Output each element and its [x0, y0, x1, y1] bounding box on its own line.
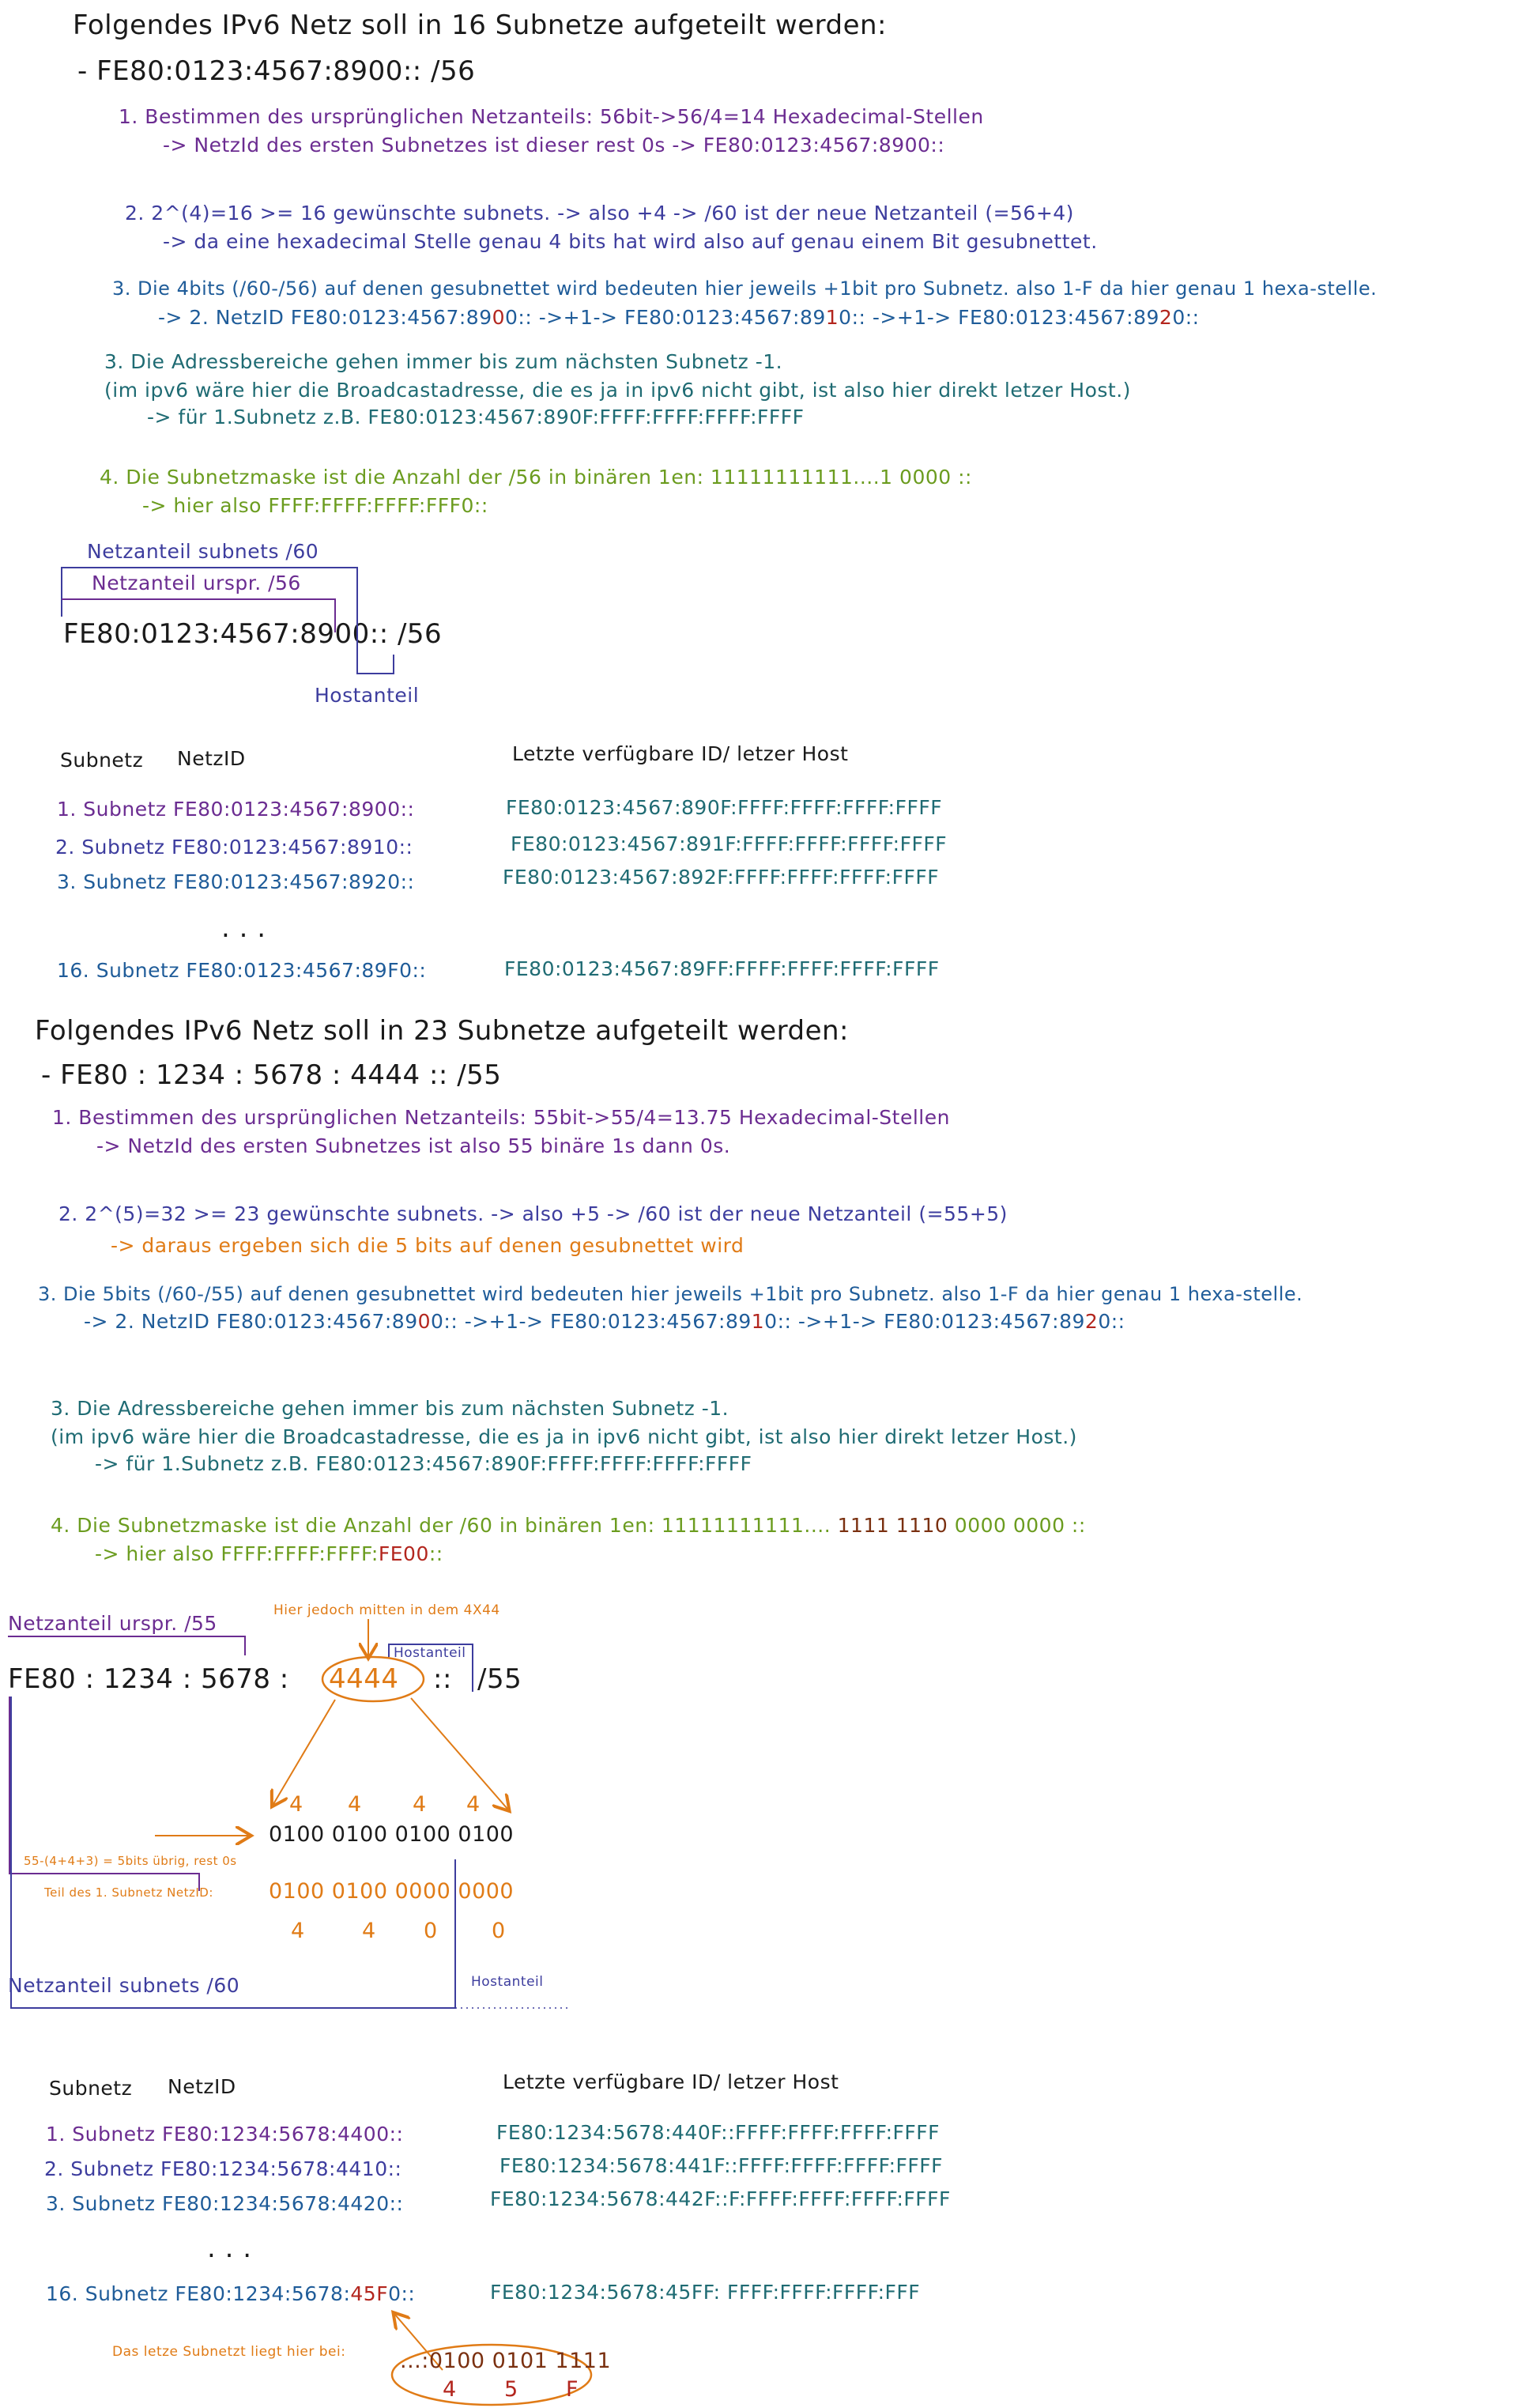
part1-row1-subnet: 1. Subnetz FE80:0123:4567:8900:: — [57, 798, 415, 821]
part2-bits-row: 0100 0100 0100 0100 — [269, 1822, 515, 1847]
part2-th-netzid: NetzID — [168, 2075, 236, 2098]
part1-row16-subnet: 16. Subnetz FE80:0123:4567:89F0:: — [57, 959, 427, 982]
part1-step2-line2: -> da eine hexadecimal Stelle genau 4 bits hat wird also auf genau einem Bit gesubnettet. — [163, 230, 1098, 253]
part1-step1-line1: 1. Bestimmen des ursprünglichen Netzanteils: 56bit->56/4=14 Hexadecimal-Stellen — [119, 105, 984, 128]
part2-network: - FE80 : 1234 : 5678 : 4444 :: /55 — [41, 1059, 502, 1091]
part2-label-orig: Netzanteil urspr. /55 — [8, 1612, 217, 1635]
part2-last-hex-2: 5 — [504, 2377, 518, 2402]
part1-step3b-line3: -> für 1.Subnetz z.B. FE80:0123:4567:890F:FFFF:FFFF:FFFF:FFFF — [147, 406, 805, 428]
part2-hostanteil-bottom: Hostanteil — [471, 1974, 544, 1990]
part2-last-bits: ...:0100 0101 1111 — [400, 2349, 612, 2373]
part2-bits-note: 55-(4+4+3) = 5bits übrig, rest 0s — [24, 1854, 237, 1868]
part2-hex-digit-3: 0 — [424, 1919, 438, 1943]
part2-note-top: Hier jedoch mitten in dem 4X44 — [273, 1602, 500, 1618]
part2-title: Folgendes IPv6 Netz soll in 23 Subnetze aufgeteilt werden: — [35, 1015, 850, 1047]
part1-row3-subnet: 3. Subnetz FE80:0123:4567:8920:: — [57, 870, 415, 893]
part1-diagram-hostanteil: Hostanteil — [315, 684, 420, 707]
part1-row2-last: FE80:0123:4567:891F:FFFF:FFFF:FFFF:FFFF — [511, 832, 948, 855]
part1-label-subnets: Netzanteil subnets /60 — [87, 540, 319, 563]
part2-last-note: Das letze Subnetzt liegt hier bei: — [112, 2344, 346, 2360]
part1-th-last: Letzte verfügbare ID/ letzer Host — [512, 742, 849, 765]
part2-nibble-size-1: 4 — [289, 1792, 303, 1817]
part2-row1-last: FE80:1234:5678:440F::FFFF:FFFF:FFFF:FFFF — [496, 2121, 941, 2144]
part1-title: Folgendes IPv6 Netz soll in 16 Subnetze aufgeteilt werden: — [73, 9, 888, 41]
part1-network: - FE80:0123:4567:8900:: /56 — [77, 55, 476, 87]
part2-step1-line2: -> NetzId des ersten Subnetzes ist also 55 binäre 1s dann 0s. — [96, 1134, 731, 1157]
part2-row16-subnet: 16. Subnetz FE80:1234:5678:45F0:: — [46, 2282, 416, 2305]
part1-diagram-address: FE80:0123:4567:8900:: /56 — [63, 618, 443, 650]
part2-row3-subnet: 3. Subnetz FE80:1234:5678:4420:: — [46, 2192, 404, 2215]
part2-hex-digit-1: 4 — [291, 1919, 305, 1943]
part1-row2-subnet: 2. Subnetz FE80:0123:4567:8910:: — [55, 836, 413, 859]
part2-row2-last: FE80:1234:5678:441F::FFFF:FFFF:FFFF:FFFF — [499, 2154, 944, 2177]
part1-step3b-line1: 3. Die Adressbereiche gehen immer bis zum nächsten Subnetz -1. — [104, 350, 783, 373]
part2-diagram-prefix: /55 — [477, 1663, 522, 1695]
part2-step3-line1: 3. Die 5bits (/60-/55) auf denen gesubnettet wird bedeuten hier jeweils +1bit pro Subnetz. also 1-F da hier genau 1 hexa-stelle. — [38, 1283, 1303, 1305]
part2-step4-line2: -> hier also FFFF:FFFF:FFFF:FE00:: — [95, 1542, 443, 1565]
part2-row2-subnet: 2. Subnetz FE80:1234:5678:4410:: — [44, 2157, 402, 2180]
part2-step2-line1: 2. 2^(5)=32 >= 23 gewünschte subnets. -> also +5 -> /60 ist der neue Netzanteil (=55+5) — [58, 1202, 1008, 1225]
part2-ellipsis: . . . — [207, 2232, 252, 2264]
part2-subnet-bits-label: Teil des 1. Subnetz NetzID: — [44, 1885, 213, 1900]
part1-th-subnetz: Subnetz — [60, 749, 144, 772]
part1-step3-line1: 3. Die 4bits (/60-/56) auf denen gesubnettet wird bedeuten hier jeweils +1bit pro Subnetz. also 1-F da hier genau 1 hexa-stelle. — [112, 277, 1378, 300]
part2-th-subnetz: Subnetz — [49, 2077, 133, 2100]
part2-nibble-size-3: 4 — [413, 1792, 427, 1817]
part1-row3-last: FE80:0123:4567:892F:FFFF:FFFF:FFFF:FFFF — [503, 866, 940, 889]
part1-label-orig: Netzanteil urspr. /56 — [92, 572, 301, 594]
part2-subnet-bits: 0100 0100 0000 0000 — [269, 1879, 515, 1904]
part2-step3-line2: -> 2. NetzID FE80:0123:4567:8900:: ->+1-> FE80:0123:4567:8910:: ->+1-> FE80:0123:4567:8920:: — [84, 1310, 1125, 1333]
part2-last-hex-3: F — [566, 2377, 579, 2402]
part2-step4-line1: 4. Die Subnetzmaske ist die Anzahl der /60 in binären 1en: 11111111111.... 1111 1110 0000 0000 :: — [51, 1514, 1086, 1537]
part2-step2-line2: -> daraus ergeben sich die 5 bits auf denen gesubnettet wird — [111, 1234, 744, 1257]
part2-step3b-line2: (im ipv6 wäre hier die Broadcastadresse, die es ja in ipv6 nicht gibt, ist also hier direkt letzer Host.) — [51, 1425, 1077, 1448]
part2-nibble-size-2: 4 — [348, 1792, 362, 1817]
part2-hex-digit-2: 4 — [362, 1919, 376, 1943]
part1-row1-last: FE80:0123:4567:890F:FFFF:FFFF:FFFF:FFFF — [506, 796, 943, 819]
part2-last-hex-1: 4 — [443, 2377, 457, 2402]
part1-step4-line1: 4. Die Subnetzmaske ist die Anzahl der /56 in binären 1en: 11111111111....1 0000 :: — [100, 466, 972, 489]
part1-step3b-line2: (im ipv6 wäre hier die Broadcastadresse, die es ja in ipv6 nicht gibt, ist also hier direkt letzer Host.) — [104, 379, 1131, 402]
part1-step1-line2: -> NetzId des ersten Subnetzes ist dieser rest 0s -> FE80:0123:4567:8900:: — [163, 134, 945, 157]
part2-label-subnets: Netzanteil subnets /60 — [8, 1974, 240, 1997]
part2-row16-last: FE80:1234:5678:45FF: FFFF:FFFF:FFFF:FFF — [490, 2281, 921, 2304]
part1-step4-line2: -> hier also FFFF:FFFF:FFFF:FFF0:: — [142, 494, 488, 517]
part2-th-last: Letzte verfügbare ID/ letzer Host — [503, 2070, 839, 2093]
part2-step3b-line1: 3. Die Adressbereiche gehen immer bis zum nächsten Subnetz -1. — [51, 1397, 729, 1420]
part1-th-netzid: NetzID — [177, 747, 246, 770]
part2-diagram-4444: 4444 — [329, 1663, 399, 1695]
part1-ellipsis: . . . — [221, 912, 266, 944]
part2-diagram-colons: :: — [433, 1663, 452, 1695]
part2-step3b-line3: -> für 1.Subnetz z.B. FE80:0123:4567:890F:FFFF:FFFF:FFFF:FFFF — [95, 1452, 752, 1475]
part2-diagram-address: FE80 : 1234 : 5678 : — [8, 1663, 289, 1695]
part1-step3-line2: -> 2. NetzID FE80:0123:4567:8900:: ->+1-> FE80:0123:4567:8910:: ->+1-> FE80:0123:4567:8920:: — [158, 306, 1200, 329]
part2-nibble-size-4: 4 — [466, 1792, 481, 1817]
part2-hex-digit-4: 0 — [492, 1919, 506, 1943]
part2-row1-subnet: 1. Subnetz FE80:1234:5678:4400:: — [46, 2123, 404, 2146]
part1-row16-last: FE80:0123:4567:89FF:FFFF:FFFF:FFFF:FFFF — [504, 957, 940, 980]
part1-step2-line1: 2. 2^(4)=16 >= 16 gewünschte subnets. -> also +4 -> /60 ist der neue Netzanteil (=56+4) — [125, 202, 1074, 225]
part2-step1-line1: 1. Bestimmen des ursprünglichen Netzanteils: 55bit->55/4=13.75 Hexadecimal-Stellen — [52, 1106, 950, 1129]
part2-hostanteil-top: Hostanteil — [394, 1645, 466, 1661]
part2-row3-last: FE80:1234:5678:442F::F:FFFF:FFFF:FFFF:FFFF — [490, 2187, 951, 2210]
